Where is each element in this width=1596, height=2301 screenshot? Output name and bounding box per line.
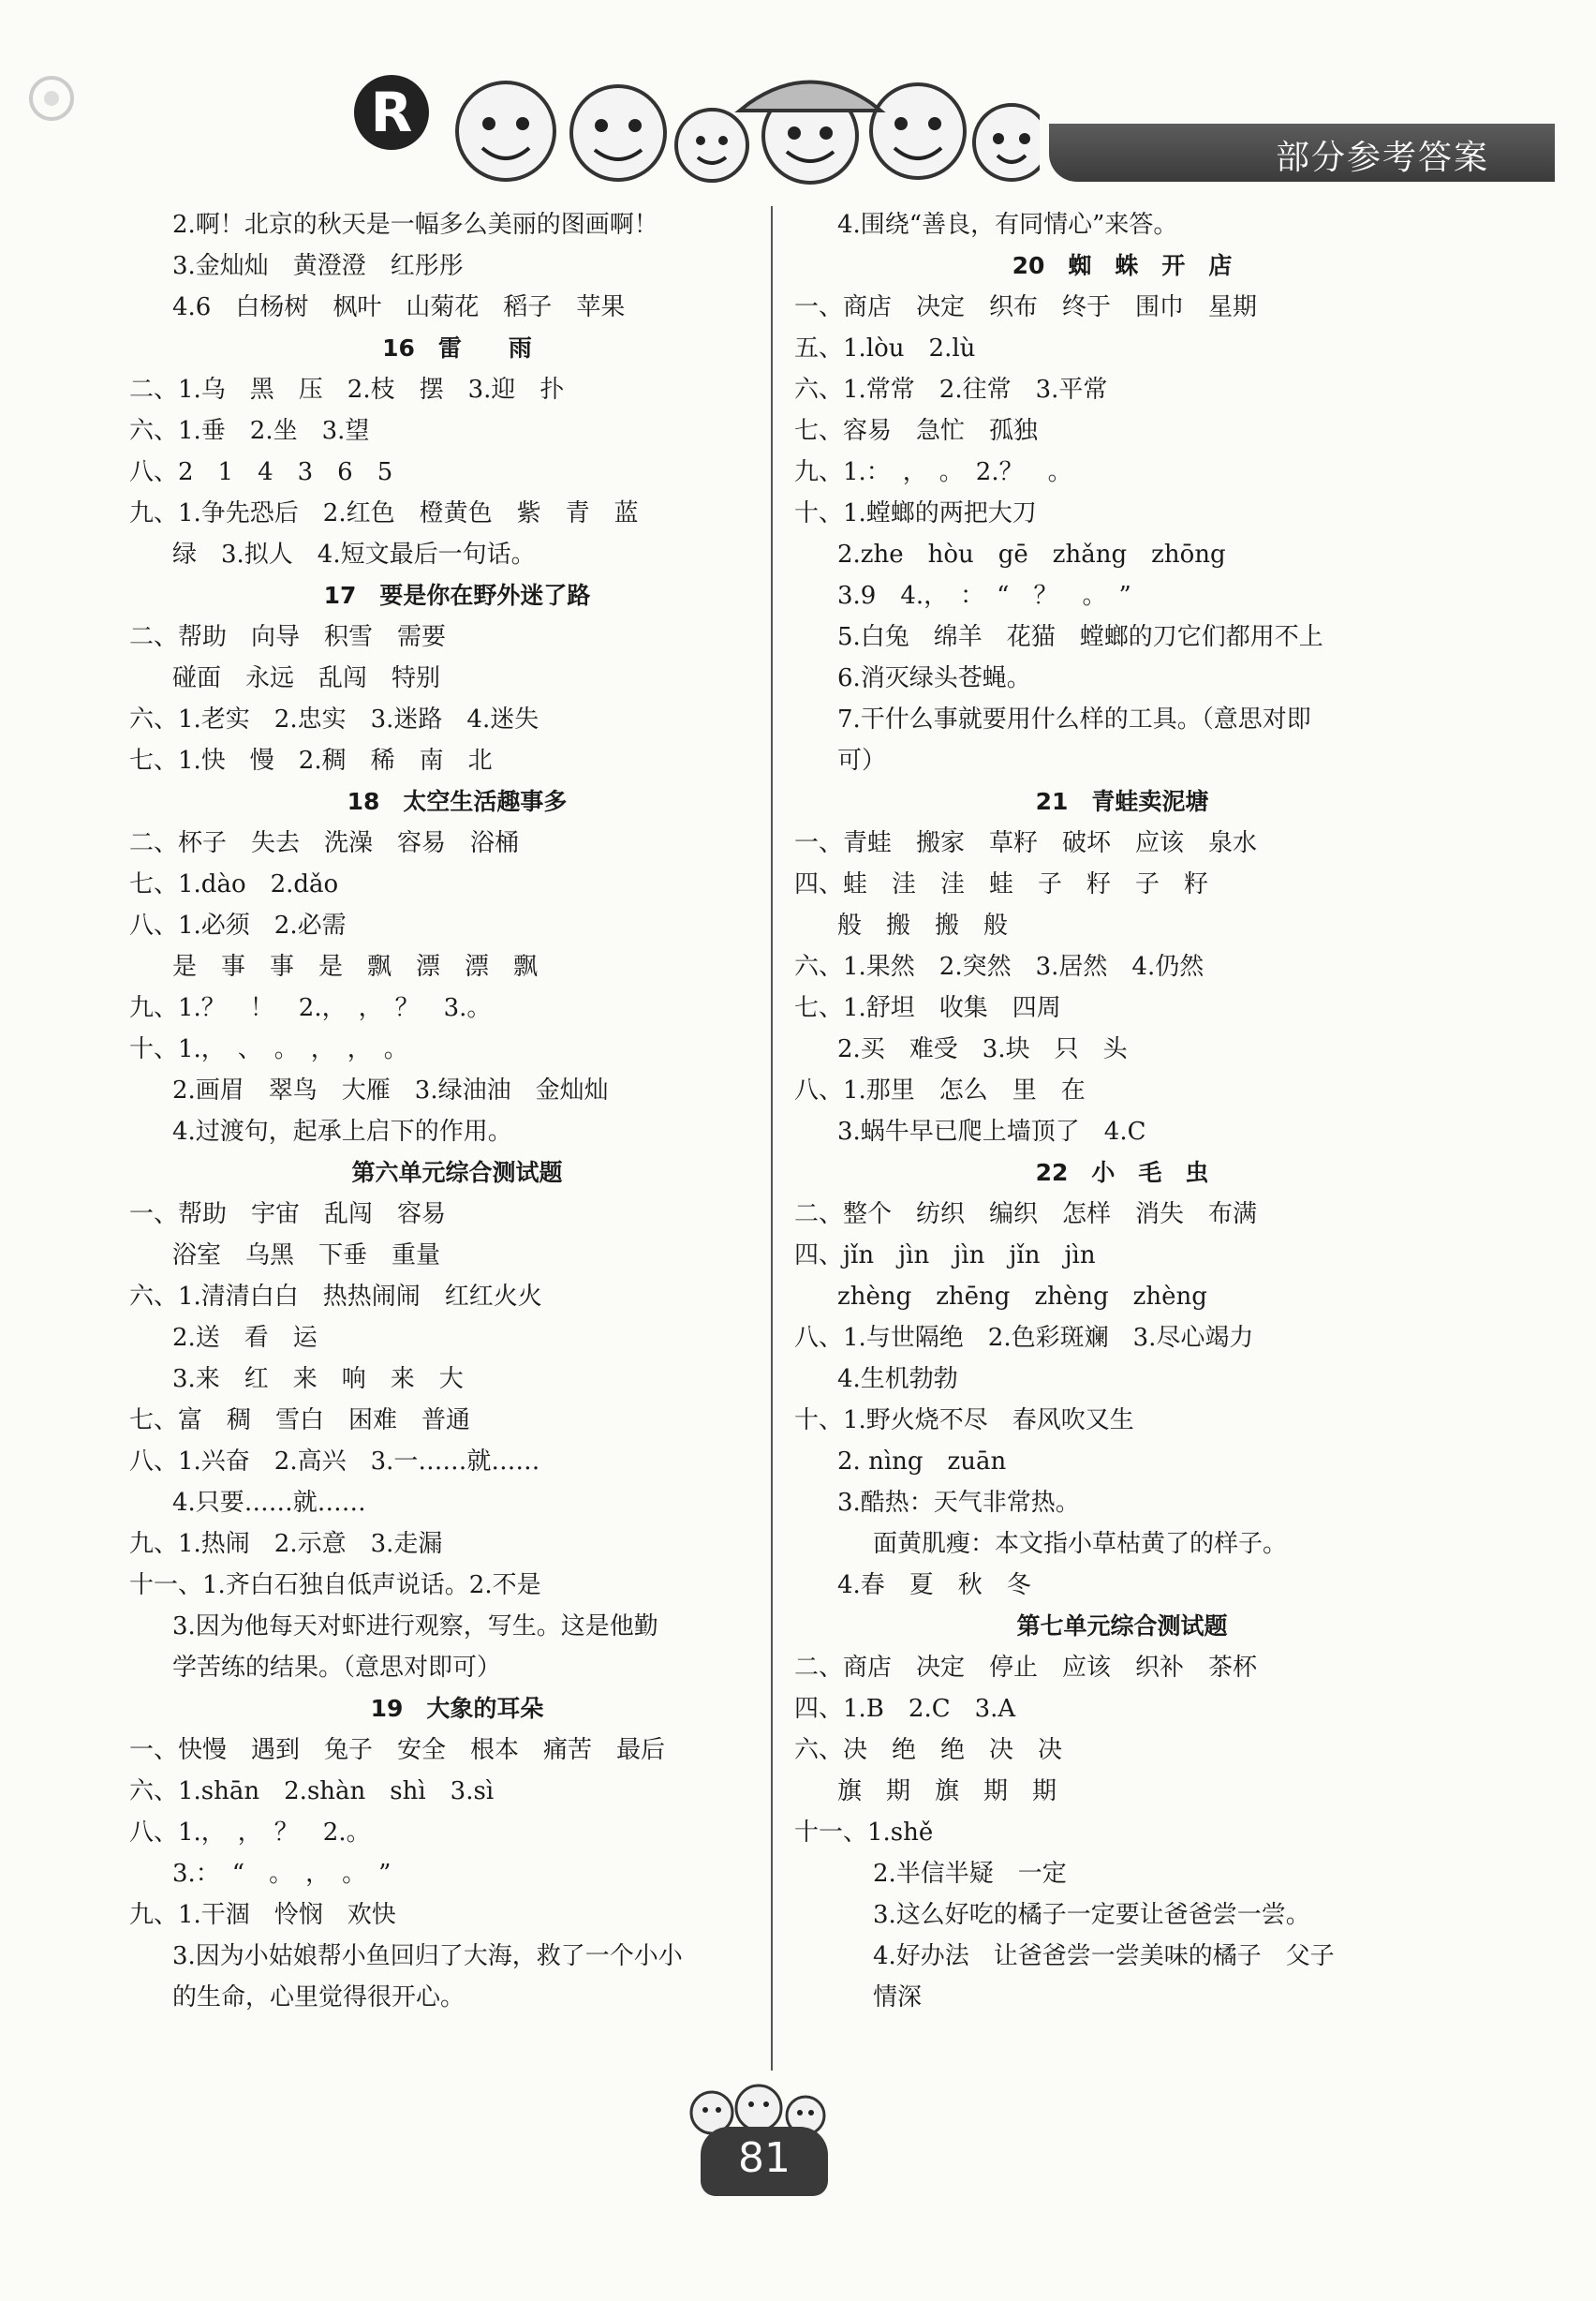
right-answer-line: 4.好办法 让爸爸尝一尝美味的橘子 父子 xyxy=(873,1942,1335,1970)
page-number-tab xyxy=(701,2127,828,2196)
left-answer-line: 一、帮助 宇宙 乱闯 容易 xyxy=(129,1200,447,1228)
right-answer-line: 2.zhe hòu gē zhǎng zhōng xyxy=(837,541,1226,569)
right-section-heading: 22 小 毛 虫 xyxy=(1035,1159,1209,1186)
right-answer-line: 5.白兔 绵羊 花猫 螳螂的刀它们都用不上 xyxy=(837,623,1323,651)
right-answer-line: 4.春 夏 秋 冬 xyxy=(837,1571,1031,1599)
left-section-heading: 第六单元综合测试题 xyxy=(351,1159,563,1186)
right-answer-line: 六、1.常常 2.往常 3.平常 xyxy=(794,376,1108,404)
right-answer-line: 七、1.舒坦 收集 四周 xyxy=(794,994,1061,1022)
right-answer-line: 四、jǐn jìn jìn jǐn jìn xyxy=(794,1241,1096,1269)
left-answer-line: 学苦练的结果。（意思对即可） xyxy=(172,1654,502,1682)
left-answer-line: 二、帮助 向导 积雪 需要 xyxy=(129,623,447,651)
left-answer-line: 十、1.， 、 。 ， ， 。 xyxy=(129,1035,408,1063)
left-answer-line: 碰面 永远 乱闯 特别 xyxy=(172,664,441,692)
section-title: 部分参考答案 xyxy=(1275,139,1489,177)
right-answer-line: 十、1.野火烧不尽 春风吹又生 xyxy=(794,1406,1134,1434)
right-answer-line: 可） xyxy=(837,747,887,775)
right-answer-line: 3.这么好吃的橘子一定要让爸爸尝一尝。 xyxy=(873,1901,1310,1929)
right-section-heading: 21 青蛙卖泥塘 xyxy=(1035,788,1209,815)
left-answer-line: 3.因为他每天对虾进行观察，写生。这是他勤 xyxy=(172,1612,658,1640)
left-answer-line: 2.啊！北京的秋天是一幅多么美丽的图画啊！ xyxy=(172,211,658,239)
left-answer-line: 九、1.争先恐后 2.红色 橙黄色 紫 青 蓝 xyxy=(129,499,639,527)
right-answer-line: 七、容易 急忙 孤独 xyxy=(794,417,1039,445)
right-answer-line: 八、1.那里 怎么 里 在 xyxy=(794,1076,1086,1105)
right-answer-line: 3.蜗牛早已爬上墙顶了 4.C xyxy=(837,1118,1146,1146)
right-answer-line: 面黄肌瘦：本文指小草枯黄了的样子。 xyxy=(873,1530,1288,1558)
left-answer-line: 一、快慢 遇到 兔子 安全 根本 痛苦 最后 xyxy=(129,1736,666,1764)
left-answer-line: 的生命，心里觉得很开心。 xyxy=(172,1983,466,2012)
right-answer-line: 四、1.B 2.C 3.A xyxy=(794,1695,1016,1723)
left-answer-line: 2.画眉 翠鸟 大雁 3.绿油油 金灿灿 xyxy=(172,1076,609,1105)
right-answer-line: 6.消灭绿头苍蝇。 xyxy=(837,664,1031,692)
left-answer-line: 六、1.老实 2.忠实 3.迷路 4.迷失 xyxy=(129,705,539,734)
left-answer-line: 九、1.热闹 2.示意 3.走漏 xyxy=(129,1530,443,1558)
left-answer-line: 九、1.？ ！ 2.， ， ？ 3.。 xyxy=(129,994,492,1022)
left-answer-line: 二、杯子 失去 洗澡 容易 浴桶 xyxy=(129,829,520,857)
right-answer-line: 4.生机勃勃 xyxy=(837,1365,958,1393)
left-answer-line: 十一、1.齐白石独自低声说话。2.不是 xyxy=(129,1571,541,1599)
right-answer-line: 7.干什么事就要用什么样的工具。（意思对即 xyxy=(837,705,1311,734)
header-banner xyxy=(1049,124,1555,182)
right-answer-line: 般 搬 搬 般 xyxy=(837,912,1009,940)
right-column xyxy=(794,204,1450,2018)
page-number: 81 xyxy=(738,2134,791,2182)
right-answer-line: 十一、1.shě xyxy=(794,1819,934,1847)
right-answer-line: 九、1.： ， 。 2.？ 。 xyxy=(794,458,1072,486)
left-answer-line: 八、2 1 4 3 6 5 xyxy=(129,458,393,486)
left-answer-line: 六、1.垂 2.坐 3.望 xyxy=(129,417,370,445)
left-answer-line: 八、1.兴奋 2.高兴 3.一……就…… xyxy=(129,1447,540,1476)
right-answer-line: 3.9 4.， ： “ ？ 。 ” xyxy=(837,582,1131,610)
left-answer-line: 4.6 白杨树 枫叶 山菊花 稻子 苹果 xyxy=(172,293,626,321)
right-section-heading: 第七单元综合测试题 xyxy=(1016,1612,1228,1640)
cartoon-kids-illustration xyxy=(440,66,1040,187)
left-answer-line: 六、1.清清白白 热热闹闹 红红火火 xyxy=(129,1283,542,1311)
right-answer-line: 旗 期 旗 期 期 xyxy=(837,1777,1057,1805)
right-answer-line: 二、整个 纺织 编织 怎样 消失 布满 xyxy=(794,1200,1258,1228)
left-answer-line: 3.来 红 来 响 来 大 xyxy=(172,1365,464,1393)
right-answer-line: zhèng zhēng zhèng zhèng xyxy=(837,1283,1207,1311)
left-answer-line: 2.送 看 运 xyxy=(172,1324,318,1352)
right-answer-line: 四、蛙 洼 洼 蛙 子 籽 子 籽 xyxy=(794,870,1209,898)
right-answer-line: 2.半信半疑 一定 xyxy=(873,1860,1067,1888)
left-answer-line: 3.金灿灿 黄澄澄 红彤彤 xyxy=(172,252,464,280)
left-section-heading: 16 雷 雨 xyxy=(382,334,532,362)
page-header xyxy=(0,0,1596,187)
left-answer-line: 六、1.shān 2.shàn shì 3.sì xyxy=(129,1777,495,1805)
right-answer-line: 2.买 难受 3.块 只 头 xyxy=(837,1035,1128,1063)
right-answer-line: 二、商店 决定 停止 应该 织补 茶杯 xyxy=(794,1654,1258,1682)
left-answer-line: 浴室 乌黑 下垂 重量 xyxy=(172,1241,441,1269)
right-answer-line: 2. nìng zuān xyxy=(837,1447,1007,1476)
left-answer-line: 二、1.乌 黑 压 2.枝 摆 3.迎 扑 xyxy=(129,376,565,404)
left-answer-line: 4.过渡句，起承上启下的作用。 xyxy=(172,1118,512,1146)
series-badge: R xyxy=(354,75,429,150)
left-answer-line: 八、1.必须 2.必需 xyxy=(129,912,347,940)
left-section-heading: 19 大象的耳朵 xyxy=(370,1695,544,1722)
left-column xyxy=(129,204,785,2018)
flower-icon xyxy=(19,66,84,131)
left-answer-line: 九、1.干涸 怜悯 欢快 xyxy=(129,1901,396,1929)
left-section-heading: 18 太空生活趣事多 xyxy=(347,788,568,815)
left-answer-line: 4.只要……就…… xyxy=(172,1489,366,1517)
left-answer-line: 3.因为小姑娘帮小鱼回归了大海，救了一个小小 xyxy=(172,1942,683,1970)
left-section-heading: 17 要是你在野外迷了路 xyxy=(323,582,591,609)
right-answer-line: 六、1.果然 2.突然 3.居然 4.仍然 xyxy=(794,953,1204,981)
left-answer-line: 3.： “ 。 ， 。 ” xyxy=(172,1860,392,1888)
right-answer-line: 五、1.lòu 2.lù xyxy=(794,334,976,363)
left-answer-line: 八、1.， ， ？ 2.。 xyxy=(129,1819,371,1847)
right-answer-line: 一、青蛙 搬家 草籽 破坏 应该 泉水 xyxy=(794,829,1258,857)
right-answer-line: 3.酷热：天气非常热。 xyxy=(837,1489,1080,1517)
left-answer-line: 绿 3.拟人 4.短文最后一句话。 xyxy=(172,541,536,569)
left-answer-line: 七、1.dào 2.dǎo xyxy=(129,870,339,898)
right-section-heading: 20 蜘 蛛 开 店 xyxy=(1012,252,1233,279)
right-answer-line: 4.围绕“善良，有同情心”来答。 xyxy=(837,211,1178,239)
left-answer-line: 七、富 稠 雪白 困难 普通 xyxy=(129,1406,471,1434)
right-answer-line: 十、1.螳螂的两把大刀 xyxy=(794,499,1037,527)
right-answer-line: 八、1.与世隔绝 2.色彩斑斓 3.尽心竭力 xyxy=(794,1324,1254,1352)
right-answer-line: 六、决 绝 绝 决 决 xyxy=(794,1736,1063,1764)
left-answer-line: 是 事 事 是 飘 漂 漂 飘 xyxy=(172,953,539,981)
right-answer-line: 一、商店 决定 织布 终于 围巾 星期 xyxy=(794,293,1258,321)
left-answer-line: 七、1.快 慢 2.稠 稀 南 北 xyxy=(129,747,493,775)
right-answer-line: 情深 xyxy=(873,1983,923,2012)
